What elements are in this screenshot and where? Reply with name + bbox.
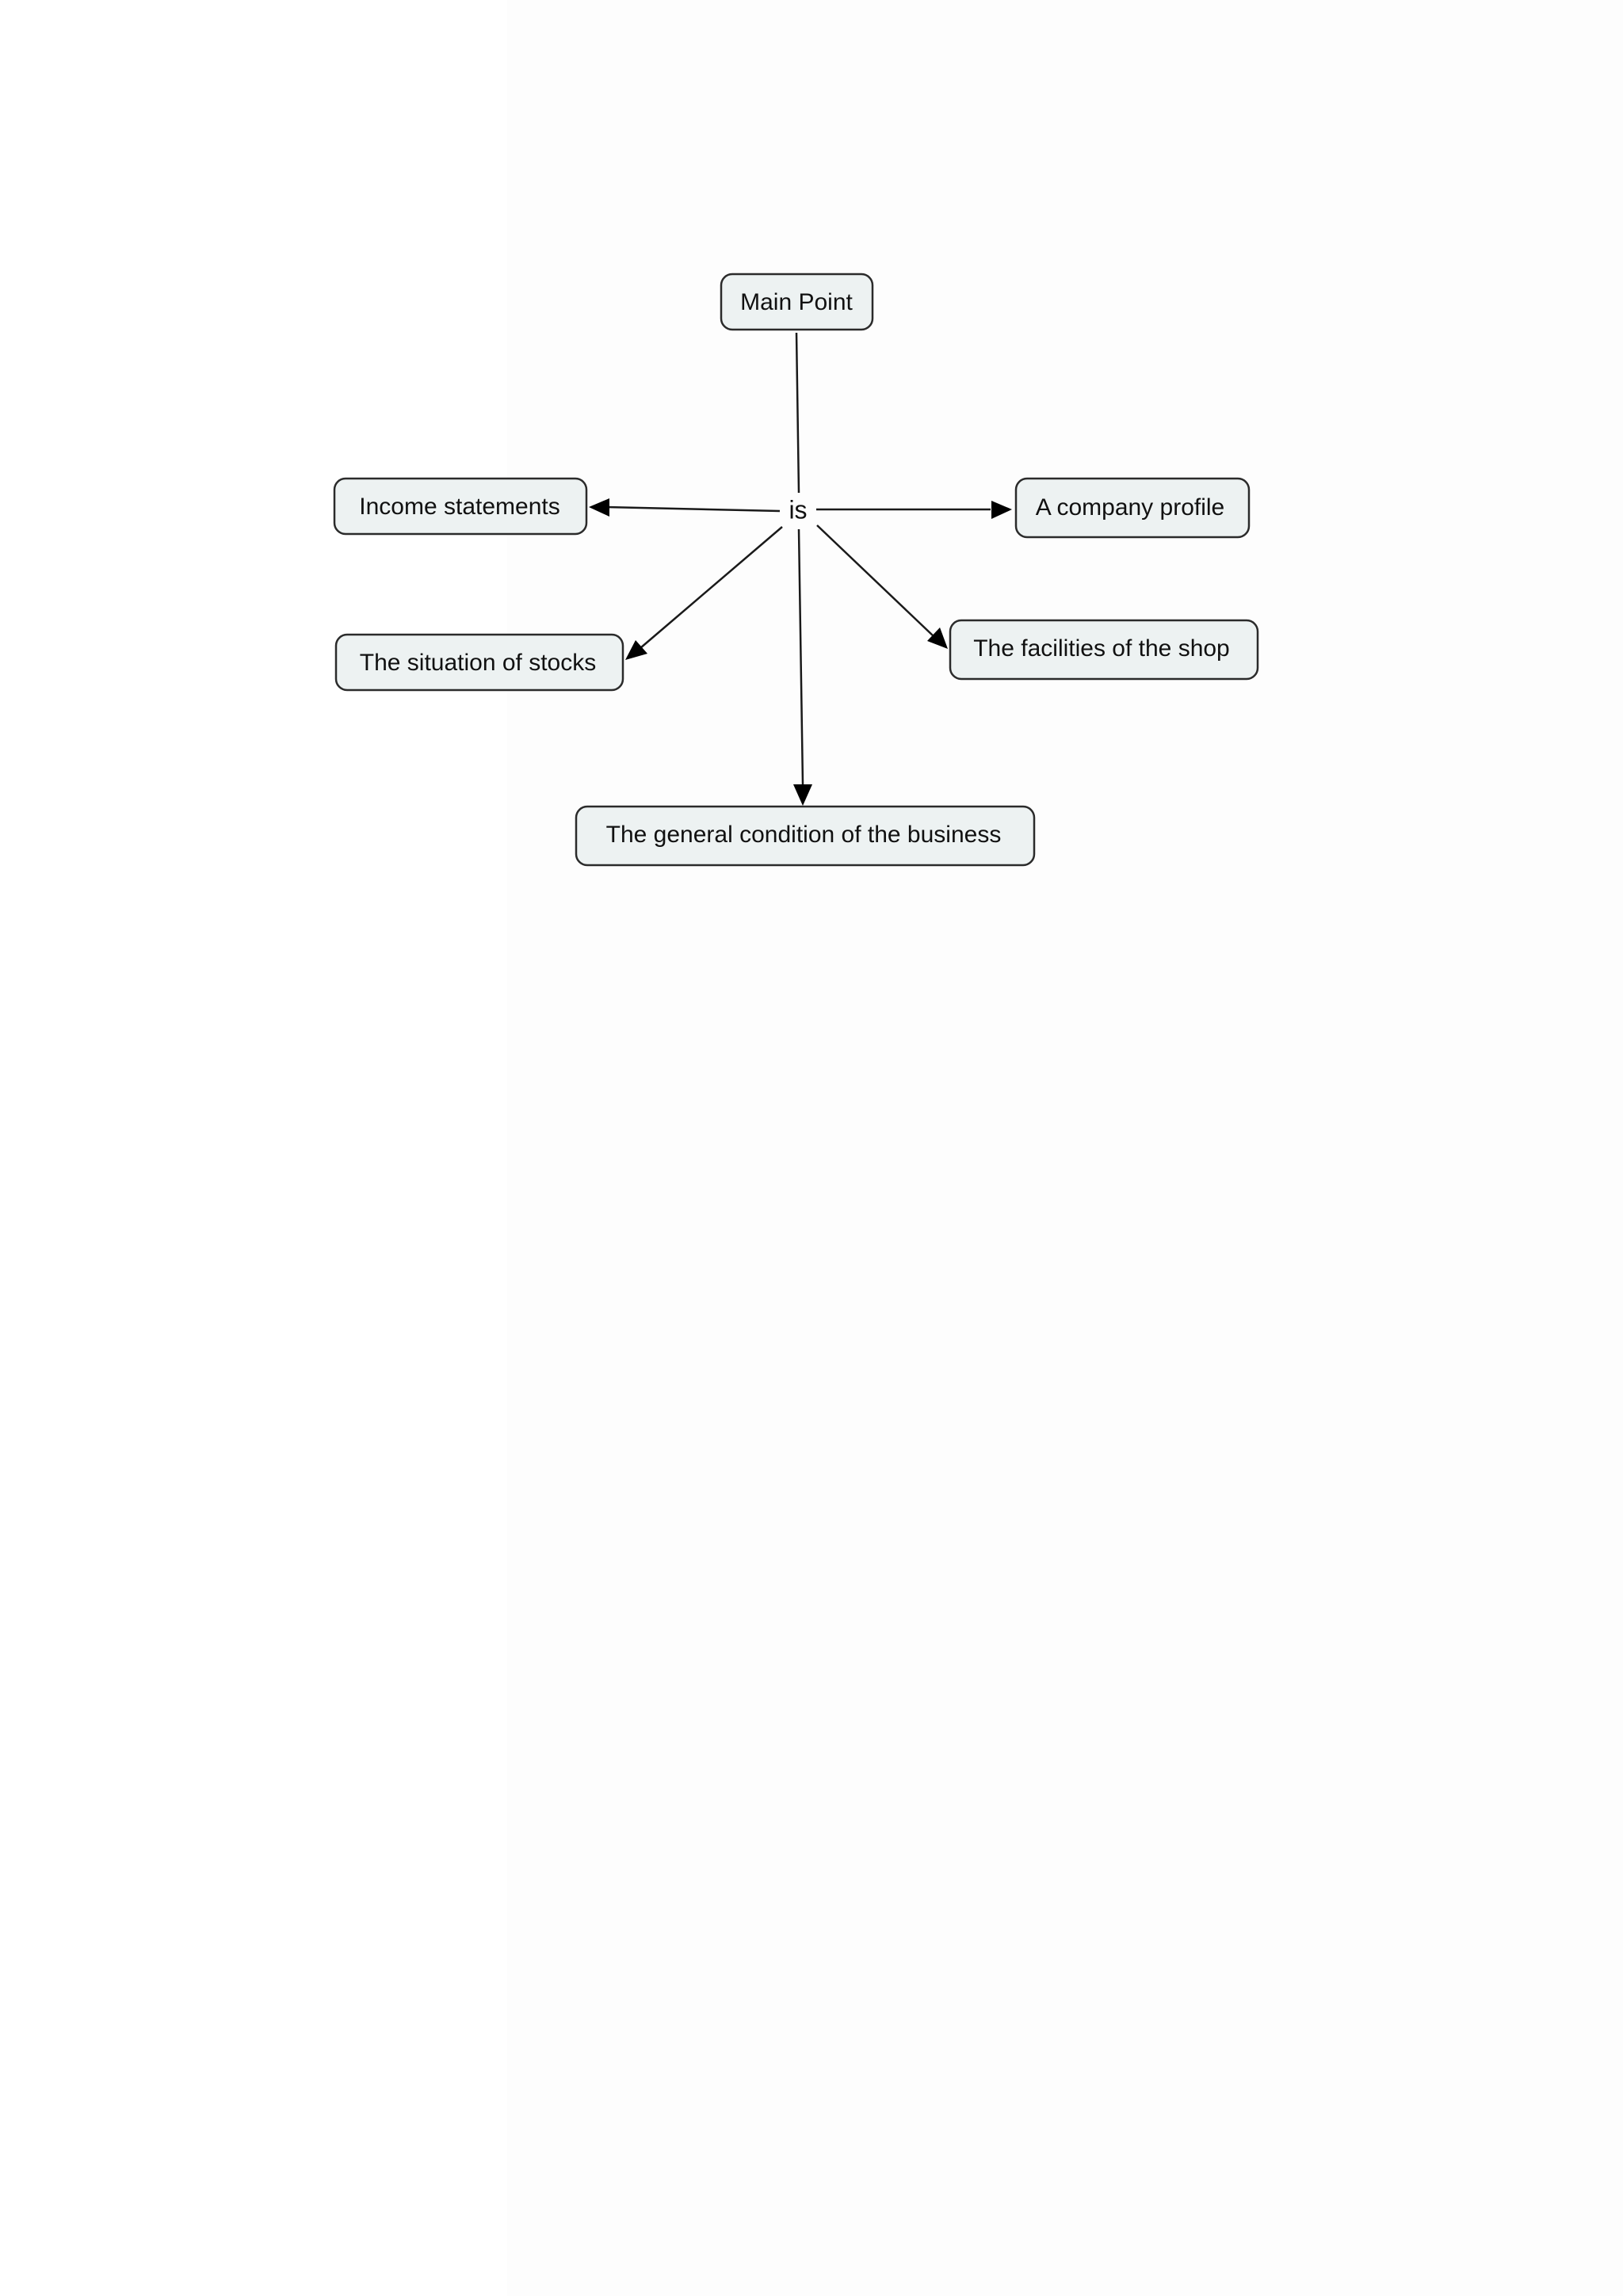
arrowhead-facilities	[927, 627, 948, 649]
linking-phrase-label: is	[789, 495, 808, 524]
node-label: The situation of stocks	[359, 649, 597, 676]
node-label: The general condition of the business	[605, 821, 1002, 848]
node-label: A company profile	[1035, 494, 1225, 521]
concept-node-facilities-of-shop[interactable]	[950, 620, 1258, 679]
edges	[589, 333, 1012, 806]
edge-is-to-facilities	[817, 525, 934, 636]
node-label: Income statements	[359, 493, 560, 520]
arrowhead-income-statements	[589, 498, 609, 517]
edge-main-to-is	[796, 333, 799, 493]
node-label: The facilities of the shop	[973, 635, 1230, 662]
arrowhead-company-profile	[991, 501, 1012, 519]
edge-is-to-general-condition	[799, 529, 803, 784]
node-label: Main Point	[740, 288, 853, 315]
concept-node-income-statements[interactable]	[334, 479, 586, 534]
arrowhead-situation-of-stocks	[625, 640, 647, 660]
concept-node-main-point[interactable]	[721, 274, 873, 330]
concept-node-general-condition[interactable]	[576, 807, 1034, 865]
edge-is-to-income-statements	[606, 507, 780, 511]
arrowhead-general-condition	[793, 784, 812, 806]
edge-is-to-situation-of-stocks	[640, 527, 782, 648]
concept-node-situation-of-stocks[interactable]	[336, 635, 623, 690]
concept-node-company-profile[interactable]	[1016, 479, 1249, 537]
